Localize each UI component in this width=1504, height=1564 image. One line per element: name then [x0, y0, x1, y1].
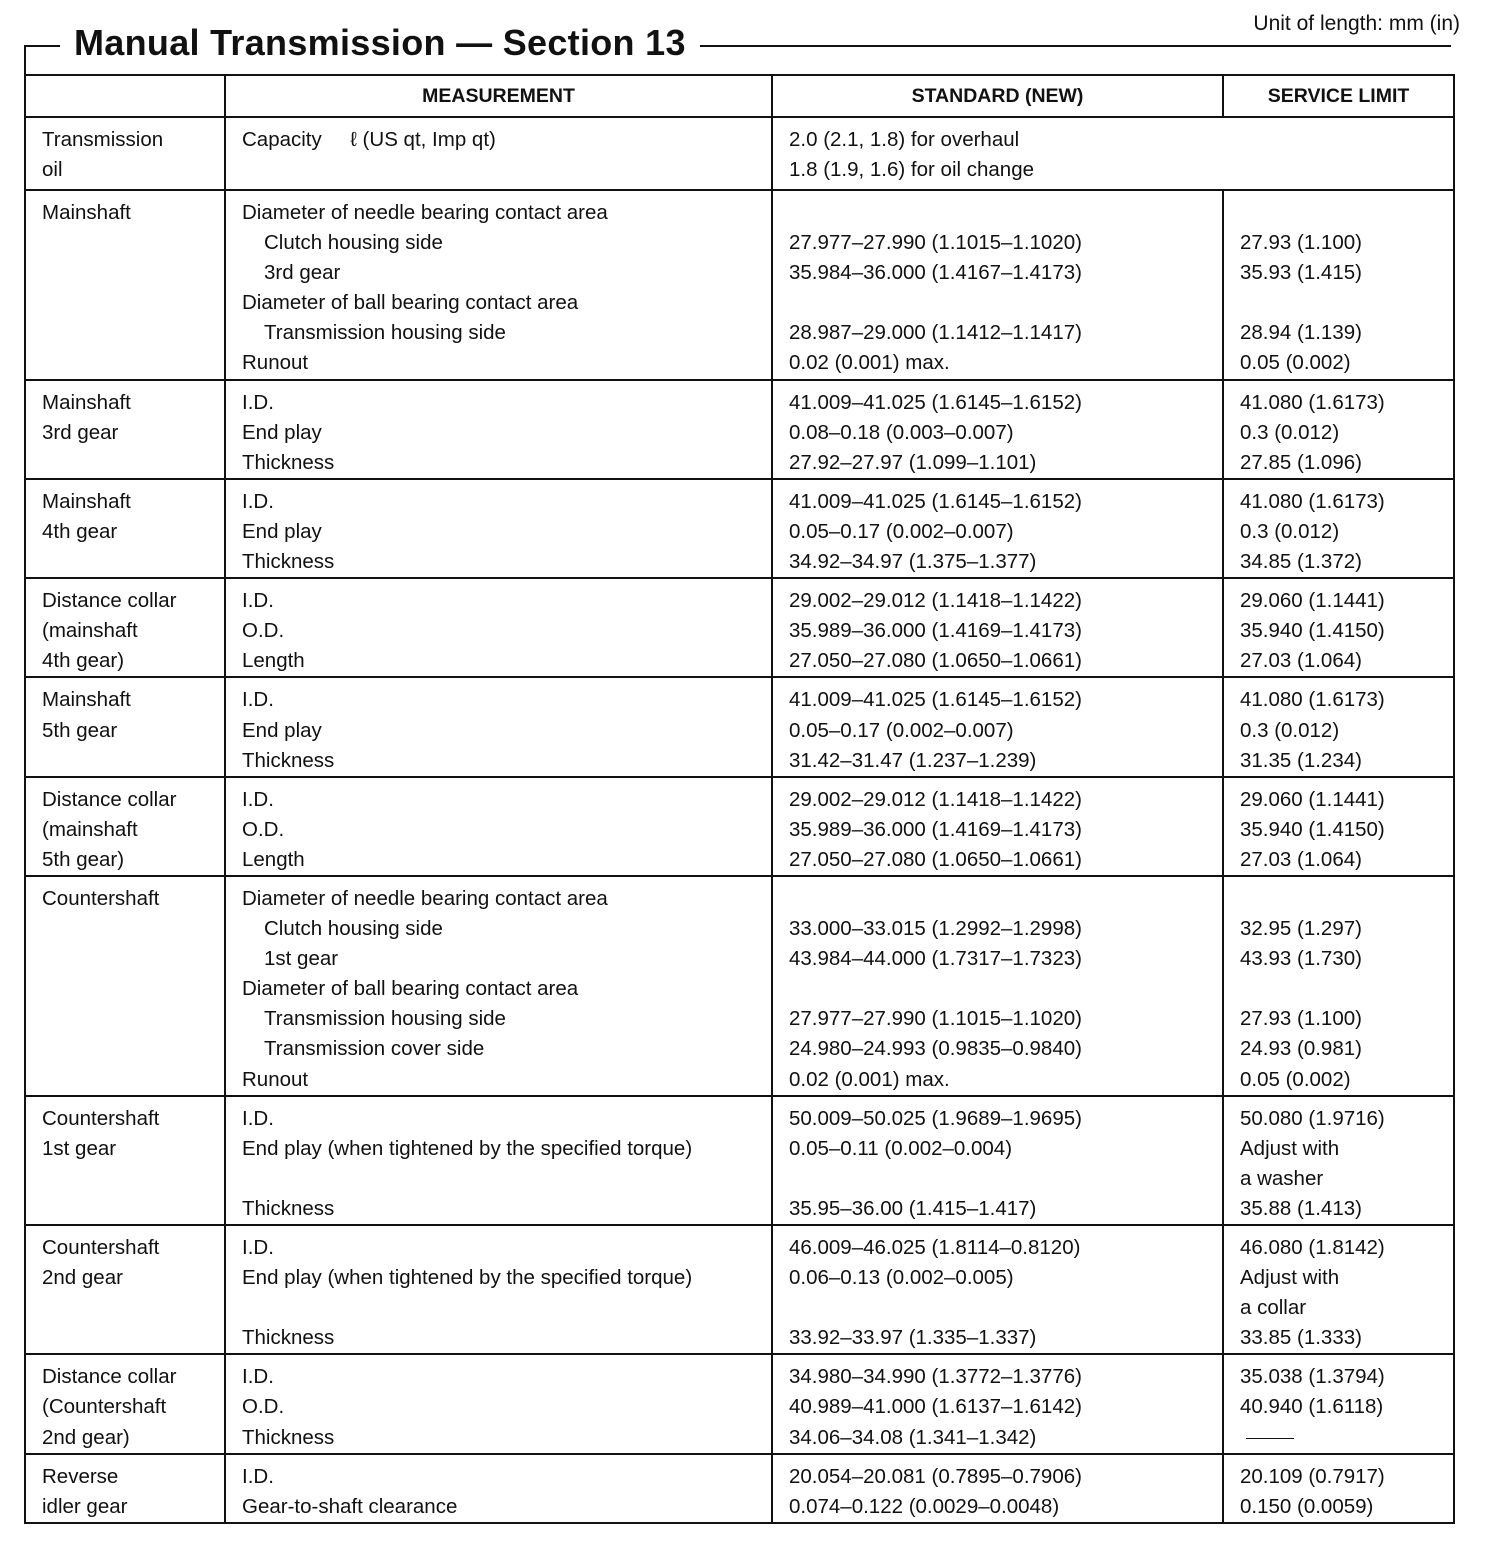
- service-limit-line: 40.940 (1.6118): [1240, 1395, 1384, 1419]
- service-limit-line: [1240, 1423, 1443, 1453]
- standard-cell: [772, 1225, 1223, 1354]
- measurement-line: Length: [242, 649, 305, 673]
- part-line: Reverse: [42, 1464, 119, 1488]
- service-limit-line: [1240, 974, 1443, 1004]
- col-header-measurement: MEASUREMENT: [225, 75, 772, 117]
- standard-line: 24.980–24.993 (0.9835–0.9840): [789, 1037, 1082, 1061]
- part-line: (Countershaft: [42, 1395, 167, 1419]
- measurement-line: I.D.: [242, 688, 274, 712]
- measurement-line: O.D.: [242, 619, 285, 643]
- part-line: Distance collar: [42, 787, 177, 811]
- part-line: Countershaft: [42, 1236, 160, 1259]
- measurement-line: Thickness: [242, 450, 335, 474]
- part-cell: [25, 1225, 225, 1354]
- part-cell: [25, 677, 225, 776]
- part-line: 5th gear): [42, 847, 125, 871]
- col-header-standard: STANDARD (NEW): [772, 75, 1223, 117]
- service-limit-line: 41.080 (1.6173): [1240, 688, 1385, 712]
- measurement-cell: [225, 479, 772, 578]
- part-cell: [25, 1354, 225, 1453]
- spec-table: [24, 74, 1455, 1524]
- standard-line: 29.002–29.012 (1.1418–1.1422): [789, 787, 1082, 811]
- service-limit-line: 27.85 (1.096): [1240, 450, 1362, 474]
- table-row: [25, 1096, 1454, 1225]
- service-limit-line: 0.05 (0.002): [1240, 1067, 1351, 1091]
- standard-line: [789, 884, 1212, 914]
- standard-line: 27.92–27.97 (1.099–1.101): [789, 450, 1037, 474]
- service-limit-line: 27.03 (1.064): [1240, 649, 1362, 673]
- measurement-cell: [225, 190, 772, 380]
- measurement-line: 1st gear: [264, 947, 339, 971]
- standard-cell: [772, 578, 1223, 677]
- standard-line: 50.009–50.025 (1.9689–1.9695): [789, 1106, 1082, 1130]
- part-line: 4th gear): [42, 649, 125, 673]
- service-limit-line: 20.109 (0.7917): [1240, 1464, 1385, 1488]
- measurement-line: Transmission cover side: [264, 1037, 485, 1061]
- part-line: Mainshaft: [42, 201, 131, 224]
- measurement-line: Diameter of needle bearing contact area: [242, 201, 608, 224]
- service-limit-line: 27.03 (1.064): [1240, 847, 1362, 871]
- standard-line: 35.984–36.000 (1.4167–1.4173): [789, 261, 1082, 285]
- standard-line: 0.074–0.122 (0.0029–0.0048): [789, 1494, 1060, 1518]
- measurement-line: O.D.: [242, 1395, 285, 1419]
- part-line: 2nd gear: [42, 1266, 123, 1290]
- standard-line: 0.05–0.17 (0.002–0.007): [789, 519, 1014, 543]
- standard-cell: [772, 876, 1223, 1096]
- service-limit-line: 33.85 (1.333): [1240, 1326, 1362, 1350]
- service-limit-line: 43.93 (1.730): [1240, 947, 1362, 971]
- frame-left-tick: [24, 45, 26, 75]
- measurement-line: 3rd gear: [264, 261, 341, 285]
- measurement-line: I.D.: [242, 1236, 274, 1259]
- measurement-cell: [225, 1096, 772, 1225]
- measurement-line: Diameter of ball bearing contact area: [242, 977, 579, 1001]
- standard-line: 43.984–44.000 (1.7317–1.7323): [789, 947, 1082, 971]
- measurement-line: Thickness: [242, 1196, 335, 1220]
- standard-line: 0.05–0.11 (0.002–0.004): [789, 1136, 1013, 1160]
- measurement-line: Thickness: [242, 550, 335, 574]
- col-header-service-limit: SERVICE LIMIT: [1223, 75, 1454, 117]
- measurement-line: Length: [242, 847, 305, 871]
- service-limit-line: 50.080 (1.9716): [1240, 1106, 1385, 1130]
- measurement-line: End play (when tightened by the specified torque): [242, 1136, 693, 1160]
- standard-line: 2.0 (2.1, 1.8) for overhaul: [789, 128, 1020, 151]
- service-limit-cell: [1223, 190, 1454, 380]
- standard-line: 27.050–27.080 (1.0650–1.0661): [789, 847, 1082, 871]
- measurement-line: [242, 1293, 761, 1323]
- standard-line: [789, 1293, 1212, 1323]
- service-limit-line: 29.060 (1.1441): [1240, 787, 1385, 811]
- table-row: [25, 479, 1454, 578]
- part-cell: [25, 876, 225, 1096]
- standard-line: 0.02 (0.001) max.: [789, 1067, 950, 1091]
- service-limit-line: 24.93 (0.981): [1240, 1037, 1362, 1061]
- part-cell: [25, 190, 225, 380]
- standard-line: 27.977–27.990 (1.1015–1.1020): [789, 1007, 1082, 1031]
- part-line: Distance collar: [42, 1365, 177, 1389]
- standard-cell: [772, 1454, 1223, 1523]
- part-line: Countershaft: [42, 1106, 160, 1130]
- standard-line: 41.009–41.025 (1.6145–1.6152): [789, 688, 1082, 712]
- measurement-line: I.D.: [242, 787, 274, 811]
- part-cell: [25, 1454, 225, 1523]
- measurement-line: Diameter of needle bearing contact area: [242, 886, 608, 910]
- standard-cell: [772, 190, 1223, 380]
- service-limit-cell: [1223, 1225, 1454, 1354]
- part-line: Mainshaft: [42, 390, 131, 414]
- measurement-line: Thickness: [242, 1326, 335, 1350]
- service-limit-line: 0.3 (0.012): [1240, 718, 1340, 742]
- measurement-cell: [225, 1225, 772, 1354]
- part-line: (mainshaft: [42, 619, 138, 643]
- service-limit-line: [1240, 198, 1443, 228]
- measurement-cell: [225, 677, 772, 776]
- part-line: idler gear: [42, 1494, 128, 1518]
- standard-cell: [772, 380, 1223, 479]
- service-limit-line: 28.94 (1.139): [1240, 321, 1362, 345]
- part-line: 2nd gear): [42, 1425, 130, 1449]
- service-limit-line: 0.3 (0.012): [1240, 420, 1340, 444]
- measurement-line: End play: [242, 718, 322, 742]
- table-row: [25, 578, 1454, 677]
- standard-cell: [772, 1096, 1223, 1225]
- measurement-line: Runout: [242, 351, 309, 375]
- service-limit-line: 27.93 (1.100): [1240, 1007, 1362, 1031]
- service-limit-line: 32.95 (1.297): [1240, 917, 1362, 941]
- service-limit-line: [1240, 288, 1443, 318]
- standard-line: 33.000–33.015 (1.2992–1.2998): [789, 917, 1082, 941]
- service-limit-line: 41.080 (1.6173): [1240, 390, 1385, 414]
- service-limit-cell: [1223, 677, 1454, 776]
- measurement-line: Thickness: [242, 748, 335, 772]
- table-row: [25, 380, 1454, 479]
- table-row-transmission-oil: [25, 117, 1454, 190]
- standard-line: 33.92–33.97 (1.335–1.337): [789, 1326, 1037, 1350]
- measurement-line: Transmission housing side: [264, 1007, 506, 1031]
- part-line: Mainshaft: [42, 489, 131, 513]
- service-limit-line: 35.940 (1.4150): [1240, 817, 1385, 841]
- header-row: [25, 75, 1454, 117]
- service-limit-line: [1240, 884, 1443, 914]
- part-line: Countershaft: [42, 886, 160, 910]
- service-limit-line: 35.93 (1.415): [1240, 261, 1362, 285]
- measurement-cell: [225, 876, 772, 1096]
- measurement-line: Gear-to-shaft clearance: [242, 1494, 458, 1518]
- part-cell: [25, 117, 225, 190]
- unit-note: Unit of length: mm (in): [1253, 12, 1460, 35]
- standard-line: 35.989–36.000 (1.4169–1.4173): [789, 619, 1082, 643]
- standard-line: 0.02 (0.001) max.: [789, 351, 950, 375]
- measurement-line: I.D.: [242, 1106, 274, 1130]
- standard-line: 0.05–0.17 (0.002–0.007): [789, 718, 1014, 742]
- service-limit-line: 35.940 (1.4150): [1240, 619, 1385, 643]
- measurement-line: End play (when tightened by the specified torque): [242, 1266, 693, 1290]
- table-row: [25, 677, 1454, 776]
- part-cell: [25, 479, 225, 578]
- standard-cell: [772, 117, 1454, 190]
- measurement-cell: [225, 117, 772, 190]
- measurement-cell: [225, 578, 772, 677]
- standard-line: [789, 288, 1212, 318]
- service-limit-cell: [1223, 1454, 1454, 1523]
- standard-line: 0.06–0.13 (0.002–0.005): [789, 1266, 1014, 1290]
- service-limit-line: 27.93 (1.100): [1240, 231, 1362, 255]
- measurement-cell: [225, 380, 772, 479]
- part-line: 1st gear: [42, 1136, 117, 1160]
- table-row: [25, 1454, 1454, 1523]
- service-limit-cell: [1223, 578, 1454, 677]
- measurement-line: I.D.: [242, 1365, 274, 1389]
- standard-line: 34.92–34.97 (1.375–1.377): [789, 550, 1037, 574]
- standard-line: 40.989–41.000 (1.6137–1.6142): [789, 1395, 1082, 1419]
- part-cell: [25, 578, 225, 677]
- part-line: Mainshaft: [42, 688, 131, 712]
- measurement-line: Clutch housing side: [264, 917, 443, 941]
- table-row: [25, 1354, 1454, 1453]
- standard-line: 27.977–27.990 (1.1015–1.1020): [789, 231, 1082, 255]
- service-limit-line: Adjust with: [1240, 1266, 1340, 1290]
- standard-line: 20.054–20.081 (0.7895–0.7906): [789, 1464, 1082, 1488]
- standard-line: 1.8 (1.9, 1.6) for oil change: [789, 158, 1035, 182]
- measurement-line: I.D.: [242, 489, 274, 513]
- measurement-line: Thickness: [242, 1425, 335, 1449]
- service-limit-cell: [1223, 380, 1454, 479]
- measurement-line: Transmission housing side: [264, 321, 506, 345]
- standard-cell: [772, 479, 1223, 578]
- standard-line: 28.987–29.000 (1.1412–1.1417): [789, 321, 1082, 345]
- table-row: [25, 876, 1454, 1096]
- table-row: [25, 190, 1454, 380]
- measurement-line: Clutch housing side: [264, 231, 443, 255]
- service-limit-cell: [1223, 1096, 1454, 1225]
- standard-line: [789, 198, 1212, 228]
- service-limit-line: 29.060 (1.1441): [1240, 589, 1385, 613]
- table-row: [25, 777, 1454, 876]
- part-line: Transmission: [42, 128, 164, 151]
- standard-line: 34.06–34.08 (1.341–1.342): [789, 1425, 1037, 1449]
- service-limit-line: 31.35 (1.234): [1240, 748, 1362, 772]
- standard-line: 0.08–0.18 (0.003–0.007): [789, 420, 1014, 444]
- table-row: [25, 1225, 1454, 1354]
- service-limit-cell: [1223, 876, 1454, 1096]
- col-header-part: [25, 75, 225, 117]
- part-line: Distance collar: [42, 589, 177, 613]
- service-limit-line: 0.150 (0.0059): [1240, 1494, 1374, 1518]
- standard-line: 35.95–36.00 (1.415–1.417): [789, 1196, 1037, 1220]
- part-line: 5th gear: [42, 718, 118, 742]
- measurement-line: I.D.: [242, 1464, 274, 1488]
- standard-line: [789, 974, 1212, 1004]
- standard-line: [789, 1164, 1212, 1194]
- measurement-cell: [225, 777, 772, 876]
- standard-line: 41.009–41.025 (1.6145–1.6152): [789, 390, 1082, 414]
- service-limit-cell: [1223, 777, 1454, 876]
- measurement-cell: [225, 1354, 772, 1453]
- standard-line: 34.980–34.990 (1.3772–1.3776): [789, 1365, 1082, 1389]
- measurement-line: I.D.: [242, 589, 274, 613]
- measurement-line: Runout: [242, 1067, 309, 1091]
- standard-line: 46.009–46.025 (1.8114–0.8120): [789, 1236, 1081, 1259]
- part-line: 4th gear: [42, 519, 118, 543]
- part-line: oil: [42, 158, 63, 182]
- standard-cell: [772, 677, 1223, 776]
- standard-line: 27.050–27.080 (1.0650–1.0661): [789, 649, 1082, 673]
- part-cell: [25, 380, 225, 479]
- measurement-cell: [225, 1454, 772, 1523]
- service-limit-line: 41.080 (1.6173): [1240, 489, 1385, 513]
- service-limit-line: 35.038 (1.3794): [1240, 1365, 1385, 1389]
- service-limit-line: Adjust with: [1240, 1136, 1340, 1160]
- measurement-line: Capacity ℓ (US qt, Imp qt): [242, 128, 496, 151]
- service-limit-line: 35.88 (1.413): [1240, 1196, 1362, 1220]
- service-limit-line: 34.85 (1.372): [1240, 550, 1362, 574]
- standard-line: 31.42–31.47 (1.237–1.239): [789, 748, 1037, 772]
- part-line: (mainshaft: [42, 817, 138, 841]
- standard-line: 41.009–41.025 (1.6145–1.6152): [789, 489, 1082, 513]
- measurement-line: End play: [242, 519, 322, 543]
- measurement-line: End play: [242, 420, 322, 444]
- part-line: 3rd gear: [42, 420, 119, 444]
- service-limit-cell: [1223, 479, 1454, 578]
- service-limit-line: 46.080 (1.8142): [1240, 1236, 1385, 1259]
- standard-line: 29.002–29.012 (1.1418–1.1422): [789, 589, 1082, 613]
- page-title: Manual Transmission — Section 13: [60, 22, 700, 64]
- no-limit-dash: [1246, 1438, 1294, 1439]
- standard-cell: [772, 1354, 1223, 1453]
- service-limit-cell: [1223, 1354, 1454, 1453]
- measurement-line: [242, 1164, 761, 1194]
- measurement-line: Diameter of ball bearing contact area: [242, 291, 579, 315]
- service-limit-line: a collar: [1240, 1296, 1307, 1320]
- service-limit-line: 0.3 (0.012): [1240, 519, 1340, 543]
- standard-cell: [772, 777, 1223, 876]
- measurement-line: I.D.: [242, 390, 274, 414]
- measurement-line: O.D.: [242, 817, 285, 841]
- part-cell: [25, 1096, 225, 1225]
- service-limit-line: a washer: [1240, 1166, 1324, 1190]
- part-cell: [25, 777, 225, 876]
- service-limit-line: 0.05 (0.002): [1240, 351, 1351, 375]
- standard-line: 35.989–36.000 (1.4169–1.4173): [789, 817, 1082, 841]
